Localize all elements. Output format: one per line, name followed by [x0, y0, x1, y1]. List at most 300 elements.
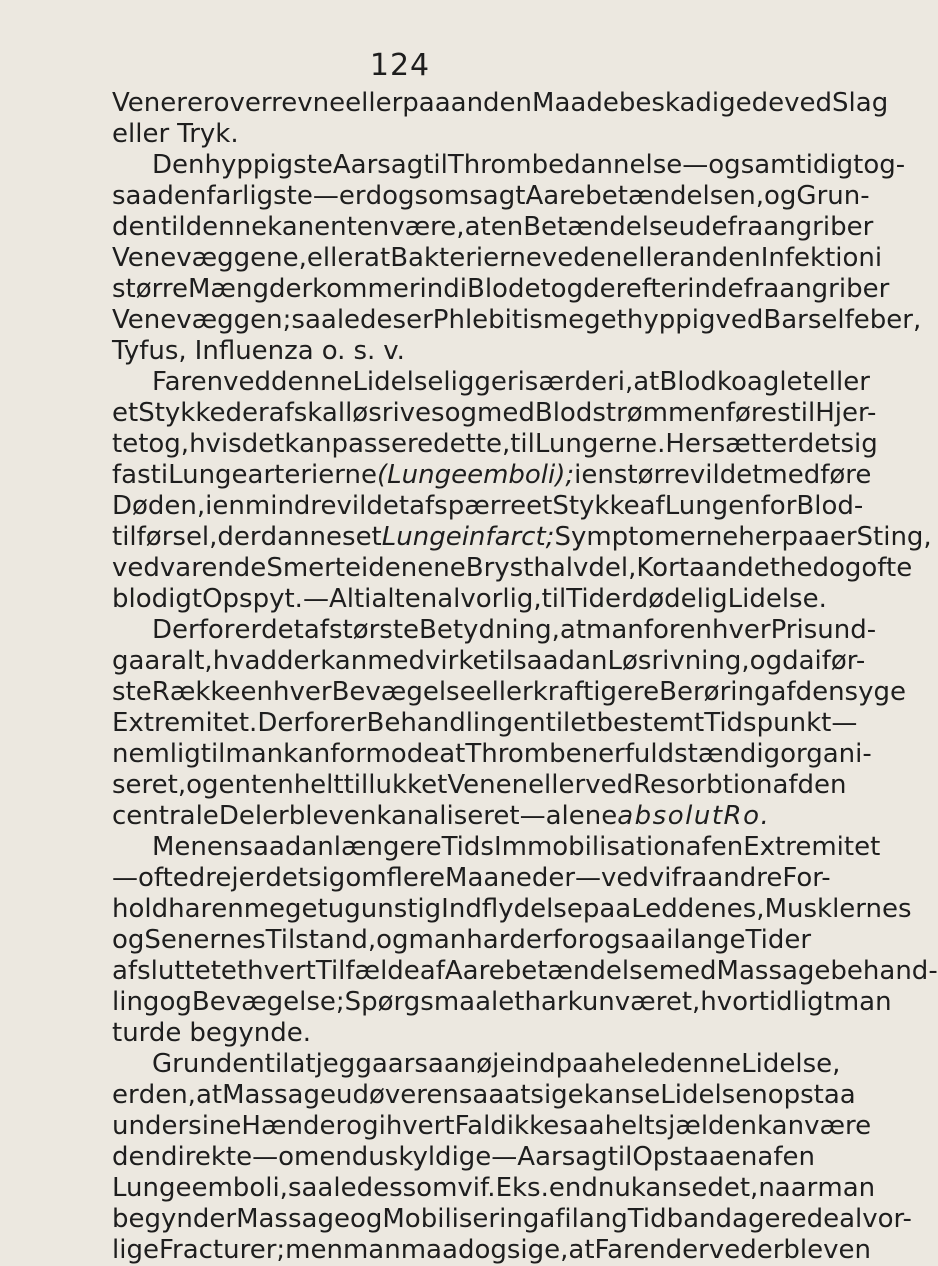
word: syge [844, 677, 906, 707]
word: Derfor [257, 708, 340, 738]
word: medføre [762, 460, 872, 490]
word: paa [402, 88, 451, 118]
word: det [366, 491, 410, 521]
text-line [112, 88, 889, 119]
word: Hjer- [815, 398, 877, 428]
word: til [545, 708, 571, 738]
word: Bevægelse; [191, 987, 345, 1017]
word: s. [353, 336, 376, 366]
word: denne [659, 1049, 742, 1079]
text-line [112, 305, 922, 336]
text-line [112, 956, 938, 987]
word: Spørgsmaalet [344, 987, 525, 1017]
word: Alt [328, 584, 365, 614]
word: og [550, 274, 584, 304]
word: Løsrivning, [607, 646, 750, 676]
word: sætter [711, 429, 798, 459]
word: Faren [594, 1235, 666, 1265]
word: samtidigt [740, 150, 864, 180]
word: f. [480, 1173, 496, 1203]
word: en [710, 832, 744, 862]
word: Tilfælde [315, 956, 420, 986]
word: af [303, 615, 329, 645]
word: enhver [240, 677, 332, 707]
word: fuldstændig [624, 739, 781, 769]
word: herpaa [738, 522, 830, 552]
word: saaledes [287, 1173, 403, 1203]
text-line [112, 150, 906, 181]
word: og [444, 398, 478, 428]
word: overrevne [213, 88, 346, 118]
word: Barselfeber, [763, 305, 922, 335]
word: et [355, 522, 382, 552]
word: ved [715, 305, 764, 335]
word: Aarebetændelsen, [525, 181, 764, 211]
word: eller [112, 119, 170, 149]
word: deri, [574, 367, 634, 397]
word: i [564, 1204, 572, 1234]
word: til [790, 398, 816, 428]
word: til [541, 584, 567, 614]
word: und- [817, 615, 877, 645]
word: alt, [171, 646, 213, 676]
word: til [264, 1049, 290, 1079]
word: af [770, 677, 796, 707]
word: — [575, 863, 602, 893]
word: Mængder [188, 274, 313, 304]
word: Aarsag [332, 150, 424, 180]
word: den [112, 1142, 161, 1172]
word: Række [151, 677, 241, 707]
text-line [112, 677, 906, 708]
word: medvirke [367, 646, 489, 676]
word: Grunden [152, 1049, 265, 1079]
word: en [581, 460, 614, 490]
word: enten [218, 770, 294, 800]
word: passere [331, 429, 434, 459]
word: — [831, 708, 858, 738]
word: vi [457, 1173, 481, 1203]
word: Lidelsen [660, 1080, 768, 1110]
word: er [234, 615, 262, 645]
text-line [112, 925, 812, 956]
word: den [157, 181, 207, 211]
word: man [833, 987, 892, 1017]
word: især [517, 367, 575, 397]
word: direkte [160, 1142, 253, 1172]
word: at [195, 1080, 223, 1110]
word: udefra [678, 212, 764, 242]
word: er [406, 305, 433, 335]
word: nemlig [112, 739, 201, 769]
word: hele [604, 1049, 660, 1079]
word: Venen [447, 770, 529, 800]
word: Derfor [152, 615, 235, 645]
text-line [112, 429, 878, 460]
word: eller [528, 770, 586, 800]
word: til [510, 429, 535, 459]
word: som [414, 181, 470, 211]
word: det [265, 863, 309, 893]
word: og [749, 646, 783, 676]
word: Grun- [796, 181, 870, 211]
word: hvis [189, 429, 242, 459]
word: ling [112, 987, 160, 1017]
word: føres [725, 398, 791, 428]
word: turde [112, 1018, 182, 1048]
word: dette, [433, 429, 511, 459]
word: — [491, 1142, 518, 1172]
word: i [361, 553, 369, 583]
word: Maaneder [445, 863, 576, 893]
word: Pris [770, 615, 818, 645]
word: Her [665, 429, 712, 459]
word: alvorlig, [437, 584, 542, 614]
word: hvor [700, 987, 759, 1017]
word: sig [308, 863, 346, 893]
word: man [225, 739, 284, 769]
word: i [874, 243, 883, 273]
word: se [677, 1173, 708, 1203]
word: afsluttet [112, 956, 221, 986]
text-line [112, 987, 892, 1018]
word: bandagerede [666, 1204, 840, 1234]
word: af [757, 1142, 783, 1172]
text-line [112, 801, 771, 832]
word: blodigt [112, 584, 203, 614]
word: Mobilisering [382, 1204, 540, 1234]
word: Eks. [495, 1173, 549, 1203]
word: af [639, 491, 665, 521]
word: Kortaandethed [636, 553, 829, 583]
word: lang [571, 1204, 628, 1234]
word: hold [112, 894, 169, 924]
word: der [217, 522, 261, 552]
word: jeg [315, 1049, 356, 1079]
word: den [368, 553, 418, 583]
word: kun [567, 987, 615, 1017]
word: hyppigste [204, 150, 333, 180]
word: til [160, 212, 186, 242]
word: Blodstrømmen [534, 398, 726, 428]
word: hvert [385, 1111, 455, 1141]
word: af [685, 832, 711, 862]
word: Slag [832, 88, 889, 118]
body-text [112, 88, 938, 1266]
word: og [376, 925, 409, 955]
word: dog [457, 1235, 507, 1265]
word: er [112, 1080, 139, 1110]
word: kanaliseret [376, 801, 520, 831]
word: Aarebetændelse [444, 956, 659, 986]
word: Faren [152, 367, 224, 397]
word: ind [515, 1049, 556, 1079]
word: til [607, 1142, 633, 1172]
word: — [252, 1142, 279, 1172]
word: har [466, 925, 510, 955]
word: i [160, 460, 169, 490]
word: Fracturer; [158, 1235, 286, 1265]
word: Thromben [465, 739, 599, 769]
word: dog [365, 181, 415, 211]
word: Betydning, [419, 615, 560, 645]
word: kan [284, 429, 332, 459]
word: sagt [469, 181, 526, 211]
word: fast [112, 460, 161, 490]
word: at [464, 212, 491, 242]
word: med [477, 398, 535, 428]
word: endnu [548, 1173, 631, 1203]
word: Maade [532, 88, 619, 118]
word: Tider [745, 925, 812, 955]
word: at [568, 1235, 595, 1265]
word: det [797, 429, 841, 459]
word: lange [673, 925, 746, 955]
word: og [159, 987, 192, 1017]
word: ved [541, 243, 590, 273]
word: Extremitet. [112, 708, 258, 738]
word: uskyldige [368, 1142, 492, 1172]
word: at [364, 243, 391, 273]
word: saa [112, 181, 158, 211]
word: i [814, 646, 822, 676]
word: det [719, 460, 763, 490]
word: dødelig [631, 584, 728, 614]
word: til [423, 150, 448, 180]
word: indefra [687, 274, 780, 304]
word: seret, [112, 770, 187, 800]
word: før- [821, 646, 866, 676]
word: vil [336, 491, 367, 521]
word: Musklernes [764, 894, 912, 924]
word: er [756, 1235, 784, 1265]
word: Tidspunkt [704, 708, 832, 738]
word: med [658, 956, 717, 986]
text-line [112, 615, 877, 646]
word: man [586, 615, 644, 645]
word: ste [112, 677, 152, 707]
word: bleven [288, 801, 377, 831]
word: afspærre [409, 491, 527, 521]
word: Smerte [266, 553, 362, 583]
word: da [782, 646, 815, 676]
word: hvad [212, 646, 277, 676]
word: den [795, 677, 845, 707]
word: dannes [260, 522, 356, 552]
word: alvor- [839, 1204, 912, 1234]
word: Ro. [723, 801, 771, 831]
word: vil [689, 460, 720, 490]
word: under [112, 1111, 189, 1141]
word: absolut [617, 801, 724, 831]
word: om [278, 1142, 320, 1172]
word: sig [840, 429, 878, 459]
word: og [346, 1111, 379, 1141]
word: beskadigede [618, 88, 785, 118]
word: og [186, 770, 219, 800]
word: er [262, 801, 289, 831]
text-line [112, 863, 831, 894]
word: derved [665, 1235, 757, 1265]
word: flere [386, 863, 446, 893]
word: saaledes [291, 305, 407, 335]
word: Influenza [194, 336, 314, 366]
word: og- [863, 150, 906, 180]
word: Extremitet [743, 832, 881, 862]
word: og, [148, 429, 190, 459]
word: det [241, 429, 285, 459]
word: kommer [312, 274, 420, 304]
word: for [760, 491, 797, 521]
word: Tilstand, [265, 925, 377, 955]
word: nøje [459, 1049, 516, 1079]
word: der [277, 646, 321, 676]
word: Berøring [659, 677, 771, 707]
word: saa [414, 1049, 460, 1079]
word: v. [383, 336, 405, 366]
word: Senernes [144, 925, 266, 955]
word: end [319, 1142, 369, 1172]
text-line [112, 553, 913, 584]
word: Brysthalvdel, [465, 553, 637, 583]
word: ofte [138, 863, 189, 893]
word: anden [450, 88, 533, 118]
word: opstaa [767, 1080, 856, 1110]
word: i [205, 491, 213, 521]
word: Symptomerne [554, 522, 739, 552]
word: tidligt [758, 987, 834, 1017]
page-number: 124 [369, 48, 431, 83]
word: til [200, 739, 226, 769]
word: er [598, 739, 625, 769]
word: i [574, 460, 582, 490]
word: maa [400, 1235, 458, 1265]
text-line [112, 243, 883, 274]
word: Blodet [466, 274, 551, 304]
word: har [168, 894, 212, 924]
text-line [112, 119, 742, 150]
word: Fald [454, 1111, 507, 1141]
word: ikke [506, 1111, 560, 1141]
word: drejer [188, 863, 266, 893]
word: naar [758, 1173, 818, 1203]
word: kan [583, 1080, 631, 1110]
text-line [112, 491, 864, 522]
word: det [261, 615, 304, 645]
word: sine [188, 1111, 242, 1141]
text-line [112, 739, 872, 770]
word: af [539, 1204, 565, 1234]
word: Opspyt. [202, 584, 303, 614]
word: ind [419, 274, 460, 304]
word: større [112, 274, 188, 304]
word: anden [679, 243, 761, 273]
text-line [112, 274, 890, 305]
word: denne [270, 367, 353, 397]
word: paa [555, 1049, 604, 1079]
word: kan [757, 1111, 805, 1141]
word: farligste [206, 181, 313, 211]
word: meget [542, 305, 627, 335]
word: centrale [112, 801, 219, 831]
text-line [112, 1204, 912, 1235]
word: en [212, 491, 245, 521]
word: — [112, 863, 138, 893]
word: for [643, 615, 680, 645]
word: Betændelse [523, 212, 679, 242]
word: tilførsel, [112, 522, 218, 552]
word: at [439, 739, 466, 769]
word: andre [707, 863, 783, 893]
text-line [112, 832, 881, 863]
word: ugunstig [327, 894, 442, 924]
word: Thrombedannelse [447, 150, 683, 180]
word: i [364, 584, 372, 614]
word: Massagebehand- [716, 956, 938, 986]
word: Phlebitis [432, 305, 543, 335]
word: Stykke [138, 398, 226, 428]
word: sige [530, 1080, 584, 1110]
word: saa [559, 1111, 605, 1141]
word: helt [604, 1111, 655, 1141]
word: Lungeinfarct; [381, 522, 555, 552]
word: begynder [112, 1204, 237, 1234]
text-line [112, 1142, 815, 1173]
word: Lungearterierne [168, 460, 377, 490]
word: angriber [779, 274, 890, 304]
word: at [633, 367, 660, 397]
text-line [112, 646, 866, 677]
word: Den [152, 150, 205, 180]
word: Resorbtion [633, 770, 773, 800]
text-line [112, 336, 742, 367]
word: se [630, 1080, 661, 1110]
word: af [772, 770, 798, 800]
text-line [112, 522, 932, 553]
word: meget [243, 894, 328, 924]
text-line [112, 1111, 872, 1142]
word: den [112, 212, 161, 242]
word: ved [601, 863, 649, 893]
word: enhver [679, 615, 771, 645]
word: Infektion [760, 243, 875, 273]
word: være [804, 1111, 872, 1141]
word: hyppig [626, 305, 716, 335]
word: saadan [513, 646, 608, 676]
word: vi [648, 863, 672, 893]
word: det, [707, 1173, 759, 1203]
word: tillukket [343, 770, 448, 800]
word: denne [185, 212, 268, 242]
word: et [112, 398, 139, 428]
word: Behandlingen [366, 708, 546, 738]
word: Lungerne. [534, 429, 666, 459]
word: Tryk. [177, 119, 239, 149]
word: Tid [627, 1204, 667, 1234]
word: Tider [566, 584, 632, 614]
word: Døden, [112, 491, 206, 521]
text-line [112, 367, 870, 398]
word: og [828, 553, 862, 583]
word: at [289, 1049, 316, 1079]
word: gaar [112, 646, 172, 676]
word: man [408, 925, 467, 955]
word: Vener [112, 88, 187, 118]
word: ved [223, 367, 271, 397]
word: løsrives [345, 398, 445, 428]
word: — [682, 150, 709, 180]
text-line [112, 1018, 742, 1049]
